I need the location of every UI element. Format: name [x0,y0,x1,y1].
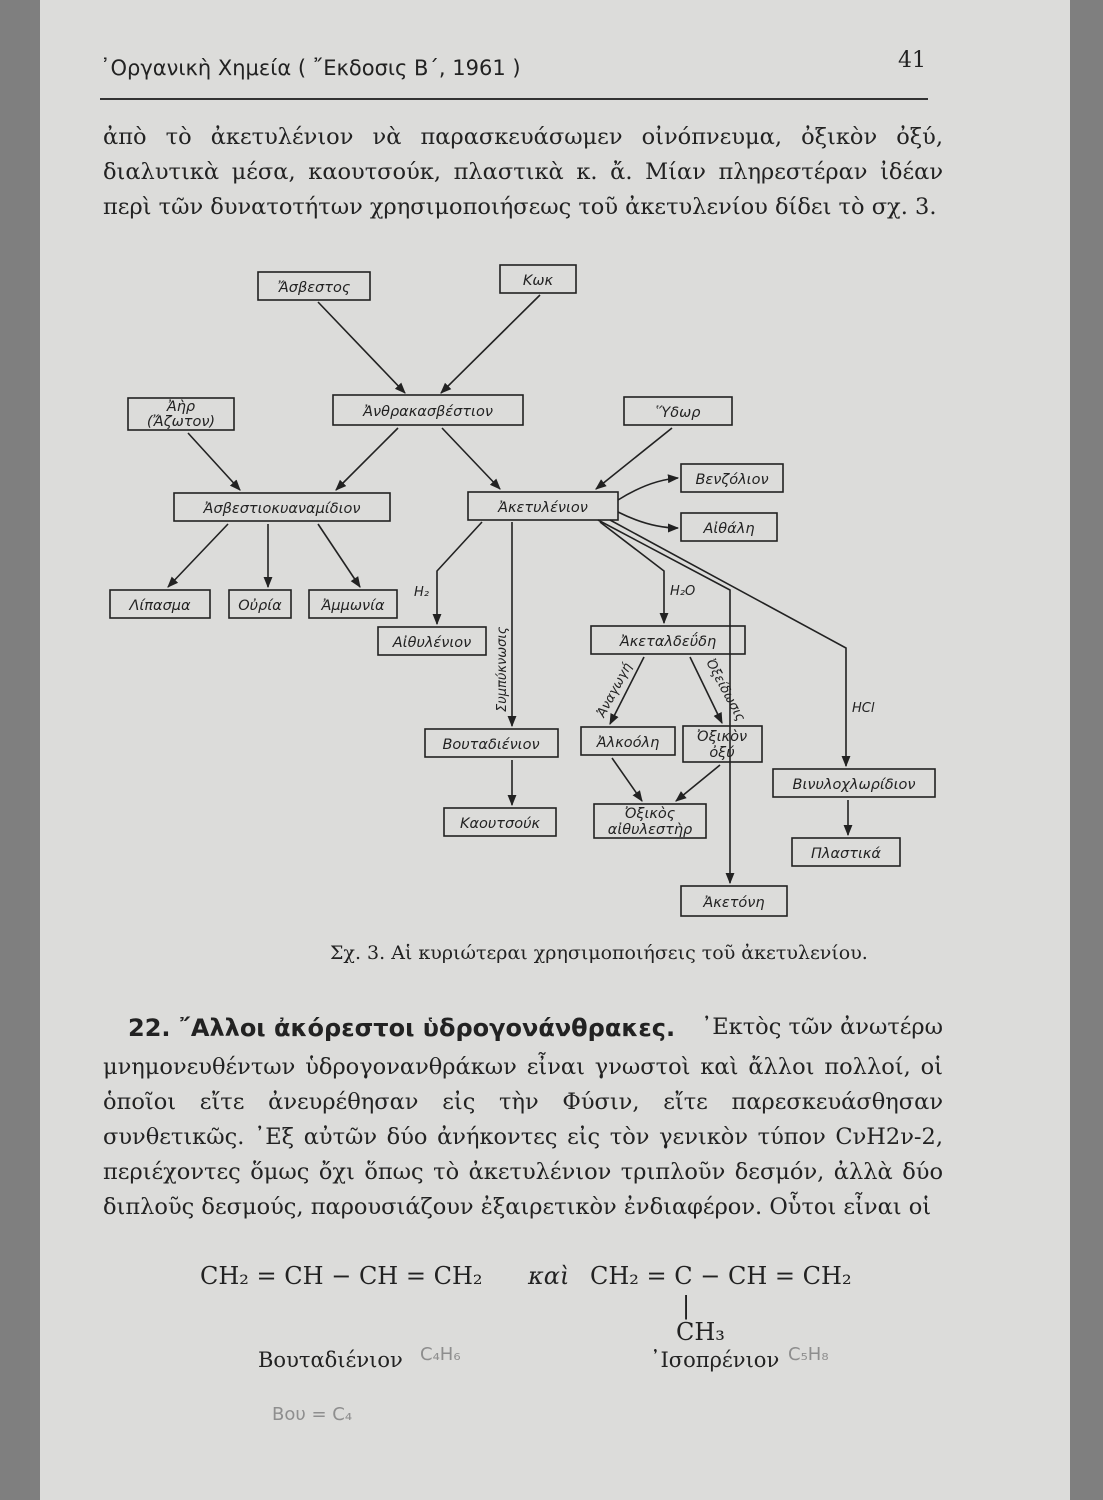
label-oxikon: Ὀξικὸν [696,729,748,745]
label-lipasma: Λίπασμα [129,598,191,614]
section-first-line [128,1014,943,1042]
handwritten-c4h6: C₄H₆ [420,1344,461,1365]
label-ydor: Ὕδωρ [655,405,701,421]
label-aithylenion: Αἰθυλένιον [392,635,472,651]
label-alkooli: Ἀλκοόλη [596,735,660,751]
label-asvestiokyanamidion: Ἀσβεστιοκυαναμίδιον [203,501,361,517]
section-first-line-rest: ᾽Εκτὸς τῶν ἀνωτέρω [700,1014,943,1040]
label-h2: H₂ [414,585,429,600]
label-vinylochloridion: Βινυλοχλωρίδιον [792,777,916,793]
isoprene-branch-bond: | [682,1292,691,1320]
label-oxeidosis: Ὀξείδωσις [702,656,748,725]
handwritten-bou: Bου = C₄ [272,1404,353,1425]
isoprene-name: ᾽Ισοπρένιον [650,1348,780,1372]
label-aketoni: Ἀκετόνη [703,895,765,911]
label-venzolion: Βενζόλιον [695,472,769,488]
label-aithali: Αἰθάλη [703,521,755,537]
label-ouria: Οὐρία [238,598,282,614]
label-azoton: (Ἄζωτον) [146,414,216,430]
isoprene-branch: CH₃ [676,1318,725,1346]
label-symptyknosis: Συμπύκνωσις [495,626,510,712]
label-anthrakasvestion: Ἀνθρακασβέστιον [363,404,493,420]
handwritten-c5h8: C₅H₈ [788,1344,829,1365]
isoprene-formula: CH₂ = C − CH = CH₂ [590,1262,852,1290]
label-aithylestir: αἰθυλεστὴρ [607,822,693,838]
figure-caption: Σχ. 3. Αἱ κυριώτεραι χρησιμοποιήσεις τοῦ ἀκετυλενίου. [330,942,868,964]
label-kok: Κωκ [522,273,554,289]
label-oxikos: Ὀξικὸς [624,806,676,822]
label-anagogi: Ἀναγωγή [594,660,636,720]
label-h2o: H₂O [670,584,696,599]
label-ammonia: Ἀμμωνία [321,598,385,614]
butadiene-name: Βουταδιένιον [258,1348,403,1372]
label-hcl: HCl [852,701,875,716]
label-aketaldeydi: Ἀκεταλδεΰδη [619,634,717,650]
label-kaoutsouk: Καουτσούκ [459,816,541,832]
label-aer: Ἀὴρ [166,399,196,415]
label-voutadienion: Βουταδιένιον [442,737,540,753]
section-heading: 22. ῎Αλλοι ἀκόρεστοι ὑδρογονάνθρακες. [128,1014,676,1042]
intro-paragraph: ἀπὸ τὸ ἀκετυλένιον νὰ παρασκευάσωμεν οἰνόπνευμα, ὀξικὸν ὀξύ, διαλυτικὰ μέσα, καουτσούκ, πλαστικὰ κ. ἄ. Μίαν πληρεστέραν ἰδέαν περὶ τῶν δυνατοτήτων χρησιμοποιήσεως τοῦ ἀκετυλενίου δίδει τὸ σχ. 3. [103,124,943,220]
running-title: ᾽Οργανικὴ Χημεία ( ῎Εκδοσις Β΄, 1961 ) [100,56,521,80]
label-asvestos: Ἄσβεστος [277,280,351,296]
butadiene-formula: CH₂ = CH − CH = CH₂ [200,1262,483,1290]
label-oxy: ὀξύ [709,745,735,761]
label-aketylenion: Ἀκετυλένιον [498,500,588,516]
formula-kai: καὶ [528,1262,570,1290]
section-paragraph: μνημονευθέντων ὑδρογονανθράκων εἶναι γνωστοὶ καὶ ἄλλοι πολλοί, οἱ ὁποῖοι εἴτε ἀνευρέθησαν εἰς τὴν Φύσιν, εἴτε παρεσκευάσθησαν συνθετικῶς. ᾽Εξ αὐτῶν δύο ἀνήκοντες εἰς τὸν γενικὸν τύπον CνH2ν-2, περιέχοντες ὅμως ὄχι ὅπως τὸ ἀκετυλένιον τριπλοῦν δεσμόν, ἀλλὰ δύο διπλοῦς δεσμούς, παρουσιάζουν ἐξαιρετικὸν ἐνδιαφέρον. Οὗτοι εἶναι οἱ [103,1054,943,1220]
label-plastika: Πλαστικά [811,846,881,862]
page-number: 41 [898,48,926,73]
